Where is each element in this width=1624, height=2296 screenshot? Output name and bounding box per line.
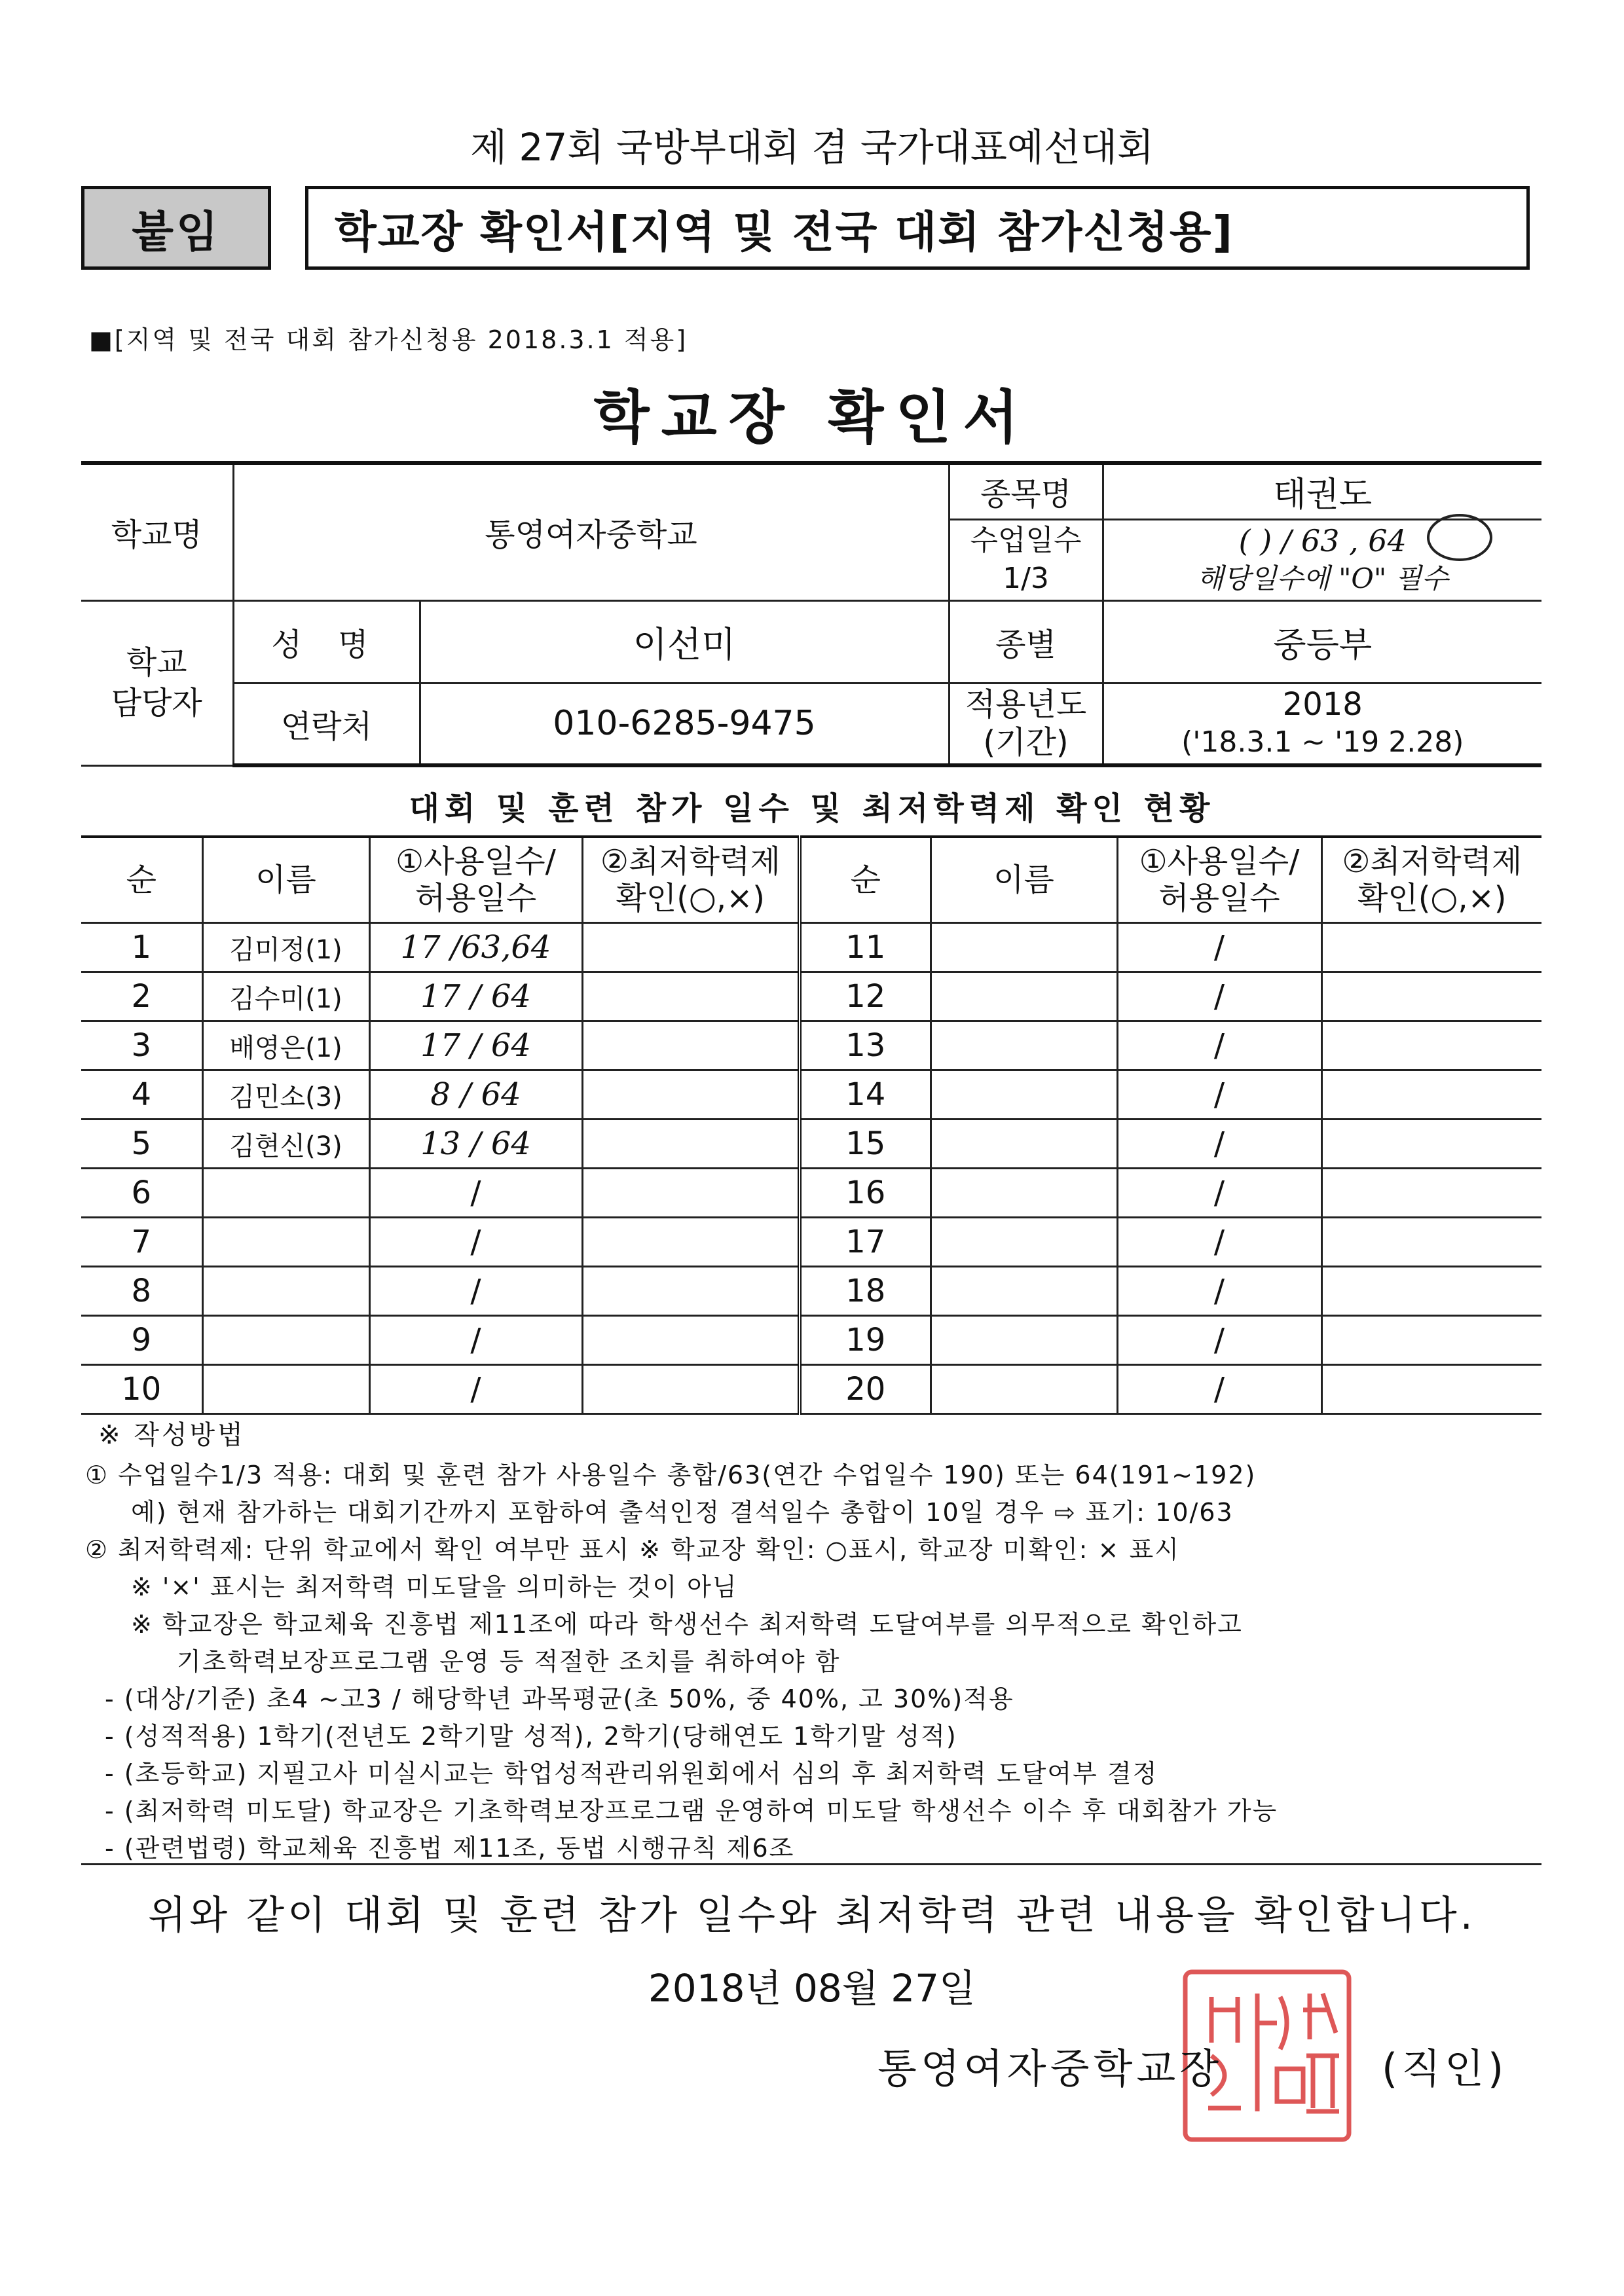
row-days: / bbox=[369, 1365, 582, 1414]
method-note-line: 예) 현재 참가하는 대회기간까지 포함하여 출석인정 결석일수 총합이 10일 경우 ⇨ 표기: 10/63 bbox=[131, 1498, 1234, 1527]
row-min-check bbox=[582, 1120, 800, 1169]
document-title: 학교장 확인서[지역 및 전국 대회 참가신청용] bbox=[335, 206, 1234, 257]
method-note-line: - (최저학력 미도달) 학교장은 기초학력보장프로그램 운영하여 미도달 학생선수 이수 후 대회참가 가능 bbox=[105, 1796, 1278, 1825]
name-value: 이선미 bbox=[420, 600, 949, 683]
row-min-check bbox=[582, 1365, 800, 1414]
circle-mark-icon bbox=[1424, 511, 1496, 564]
row-no: 10 bbox=[81, 1365, 202, 1414]
document-title-box bbox=[305, 186, 1530, 270]
row-no: 4 bbox=[81, 1070, 202, 1120]
event-label: 종목명 bbox=[949, 463, 1103, 519]
row-name bbox=[202, 1169, 369, 1218]
year-label-line1: 적용년도 bbox=[965, 686, 1087, 723]
section-divider bbox=[81, 1863, 1541, 1865]
row-min-check bbox=[582, 1267, 800, 1316]
row-no: 3 bbox=[81, 1021, 202, 1070]
school-label: 학교명 bbox=[81, 463, 233, 600]
table-row bbox=[81, 1120, 1541, 1169]
row-no-right: 16 bbox=[800, 1169, 931, 1218]
confirm-date: 2018년 08월 27일 bbox=[648, 1966, 976, 2011]
year-value-cell bbox=[1103, 683, 1541, 765]
row-days-right: / bbox=[1117, 1267, 1321, 1316]
row-name-right bbox=[931, 972, 1117, 1021]
row-days-right: / bbox=[1117, 1070, 1321, 1120]
row-no: 7 bbox=[81, 1218, 202, 1267]
row-days: 8 / 64 bbox=[369, 1070, 582, 1120]
row-name-right bbox=[931, 1120, 1117, 1169]
table-row bbox=[81, 1267, 1541, 1316]
days-value-text: ( ) / 63 , 64 bbox=[1238, 523, 1407, 558]
row-name bbox=[202, 1218, 369, 1267]
contact-label-line1: 학교 bbox=[126, 644, 187, 681]
year-period: ('18.3.1 ~ '19 2.28) bbox=[1181, 725, 1464, 759]
header-days-line1: ①사용일수/ bbox=[396, 843, 556, 880]
table-row bbox=[81, 1169, 1541, 1218]
row-min-check-right bbox=[1321, 1169, 1541, 1218]
row-days: 17 / 64 bbox=[369, 972, 582, 1021]
table-row bbox=[81, 923, 1541, 972]
school-value: 통영여자중학교 bbox=[233, 463, 949, 600]
days-note: 해당일수에 "O" 필수 bbox=[1196, 562, 1449, 594]
table-row bbox=[81, 1365, 1541, 1414]
application-subnote: ■[지역 및 전국 대회 참가신청용 2018.3.1 적용] bbox=[89, 325, 688, 354]
contact-label-line2: 담당자 bbox=[111, 685, 202, 721]
row-days: / bbox=[369, 1218, 582, 1267]
header-min-line2: 확인(○,×) bbox=[616, 880, 766, 917]
division-label: 종별 bbox=[949, 600, 1103, 683]
header-min-line1: ②최저학력제 bbox=[600, 843, 781, 880]
participation-table-body bbox=[81, 837, 1541, 1414]
header-name: 이름 bbox=[202, 837, 369, 923]
method-note-line: ① 수업일수1/3 적용: 대회 및 훈련 참가 사용일수 총합/63(연간 수업일수 190) 또는 64(191~192) bbox=[85, 1461, 1257, 1489]
days-label bbox=[949, 519, 1103, 600]
row-days-right: / bbox=[1117, 972, 1321, 1021]
header-days-line2: 허용일수 bbox=[415, 880, 537, 917]
row-name-right bbox=[931, 1365, 1117, 1414]
row-no: 6 bbox=[81, 1169, 202, 1218]
header-min-right-line2: 확인(○,×) bbox=[1357, 880, 1507, 917]
row-name bbox=[202, 1267, 369, 1316]
row-days-right: / bbox=[1117, 1365, 1321, 1414]
header-days-right-line1: ①사용일수/ bbox=[1139, 843, 1300, 880]
attachment-badge bbox=[81, 186, 271, 270]
row-days: 13 / 64 bbox=[369, 1120, 582, 1169]
table-header-row bbox=[81, 837, 1541, 923]
header-days-right bbox=[1117, 837, 1321, 923]
row-name bbox=[202, 1365, 369, 1414]
row-name-right bbox=[931, 1267, 1117, 1316]
row-min-check-right bbox=[1321, 972, 1541, 1021]
row-no-right: 12 bbox=[800, 972, 931, 1021]
seal-note: (직인) bbox=[1382, 2045, 1508, 2092]
confirm-sentence: 위와 같이 대회 및 훈련 참가 일수와 최저학력 관련 내용을 확인합니다. bbox=[148, 1893, 1476, 1939]
row-days: / bbox=[369, 1316, 582, 1365]
row-min-check bbox=[582, 1021, 800, 1070]
table-row bbox=[81, 1070, 1541, 1120]
row-no-right: 15 bbox=[800, 1120, 931, 1169]
header-min-right-line1: ②최저학력제 bbox=[1342, 843, 1522, 880]
event-value: 태권도 bbox=[1103, 463, 1541, 519]
row-min-check bbox=[582, 1218, 800, 1267]
row-days: 17 / 64 bbox=[369, 1021, 582, 1070]
method-note-line: ※ 학교장은 학교체육 진흥법 제11조에 따라 학생선수 최저학력 도달여부를 의무적으로 확인하고 bbox=[131, 1610, 1243, 1639]
row-no: 1 bbox=[81, 923, 202, 972]
phone-label: 연락처 bbox=[233, 683, 420, 765]
row-min-check-right bbox=[1321, 1316, 1541, 1365]
row-min-check bbox=[582, 972, 800, 1021]
row-min-check bbox=[582, 1316, 800, 1365]
header-days bbox=[369, 837, 582, 923]
row-min-check bbox=[582, 1070, 800, 1120]
row-name: 김미정(1) bbox=[202, 923, 369, 972]
year-value: 2018 bbox=[1282, 686, 1363, 723]
method-note-line: ※ '×' 표시는 최저학력 미도달을 의미하는 것이 아님 bbox=[131, 1573, 738, 1601]
method-note-line: - (대상/기준) 초4 ~고3 / 해당학년 과목평균(초 50%, 중 40%, 고 30%)적용 bbox=[105, 1685, 1014, 1713]
year-label-line2: (기간) bbox=[983, 724, 1069, 761]
header-no-right: 순 bbox=[800, 837, 931, 923]
row-name: 배영은(1) bbox=[202, 1021, 369, 1070]
days-value-cell bbox=[1103, 519, 1541, 600]
row-name: 김수미(1) bbox=[202, 972, 369, 1021]
main-heading: 학교장 확인서 bbox=[593, 384, 1031, 451]
row-name-right bbox=[931, 1021, 1117, 1070]
row-days-right: / bbox=[1117, 1120, 1321, 1169]
participation-table bbox=[81, 835, 1541, 1415]
method-note-line: 기초학력보장프로그램 운영 등 적절한 조치를 취하여야 함 bbox=[177, 1647, 841, 1676]
days-label-line2: 1/3 bbox=[1003, 562, 1049, 595]
principal-signature: 통영여자중학교장 bbox=[877, 2045, 1223, 2092]
header-days-right-line2: 허용일수 bbox=[1158, 880, 1280, 917]
row-no: 8 bbox=[81, 1267, 202, 1316]
row-no: 2 bbox=[81, 972, 202, 1021]
method-note-line: - (관련법령) 학교체육 진흥법 제11조, 동법 시행규칙 제6조 bbox=[105, 1834, 795, 1863]
row-min-check bbox=[582, 1169, 800, 1218]
row-min-check-right bbox=[1321, 1365, 1541, 1414]
row-min-check bbox=[582, 923, 800, 972]
row-days: / bbox=[369, 1169, 582, 1218]
attachment-label: 붙임 bbox=[132, 206, 221, 257]
header-name-right: 이름 bbox=[931, 837, 1117, 923]
table-row bbox=[81, 1316, 1541, 1365]
method-note-line: - (성적적용) 1학기(전년도 2학기말 성적), 2학기(당해연도 1학기말 성적) bbox=[105, 1722, 957, 1751]
row-days: / bbox=[369, 1267, 582, 1316]
row-days: 17 /63,64 bbox=[369, 923, 582, 972]
name-label: 성 명 bbox=[233, 600, 420, 683]
row-min-check-right bbox=[1321, 1267, 1541, 1316]
row-no-right: 13 bbox=[800, 1021, 931, 1070]
phone-value: 010-6285-9475 bbox=[420, 683, 949, 765]
header-min bbox=[582, 837, 800, 923]
row-no-right: 19 bbox=[800, 1316, 931, 1365]
row-min-check-right bbox=[1321, 1070, 1541, 1120]
days-value bbox=[1104, 522, 1542, 560]
row-name bbox=[202, 1316, 369, 1365]
row-no-right: 18 bbox=[800, 1267, 931, 1316]
method-note-line: - (초등학교) 지필고사 미실시교는 학업성적관리위원회에서 심의 후 최저학력 도달여부 결정 bbox=[105, 1759, 1158, 1788]
year-label bbox=[949, 683, 1103, 765]
row-name-right bbox=[931, 1169, 1117, 1218]
row-name-right bbox=[931, 1070, 1117, 1120]
method-note-line: ② 최저학력제: 단위 학교에서 확인 여부만 표시 ※ 학교장 확인: ○표시, 학교장 미확인: × 표시 bbox=[85, 1535, 1180, 1564]
row-days-right: / bbox=[1117, 1316, 1321, 1365]
row-min-check-right bbox=[1321, 1218, 1541, 1267]
row-name: 김현신(3) bbox=[202, 1120, 369, 1169]
info-table bbox=[81, 461, 1541, 767]
row-name-right bbox=[931, 1218, 1117, 1267]
row-no: 5 bbox=[81, 1120, 202, 1169]
row-days-right: / bbox=[1117, 1169, 1321, 1218]
division-value: 중등부 bbox=[1103, 600, 1541, 683]
method-title: ※ 작성방법 bbox=[98, 1420, 246, 1450]
row-no-right: 20 bbox=[800, 1365, 931, 1414]
header-no: 순 bbox=[81, 837, 202, 923]
row-min-check-right bbox=[1321, 923, 1541, 972]
row-min-check-right bbox=[1321, 1120, 1541, 1169]
row-no-right: 17 bbox=[800, 1218, 931, 1267]
row-days-right: / bbox=[1117, 1021, 1321, 1070]
top-title: 제 27회 국방부대회 겸 국가대표예선대회 bbox=[470, 125, 1154, 170]
row-days-right: / bbox=[1117, 1218, 1321, 1267]
table-row bbox=[81, 1218, 1541, 1267]
days-label-line1: 수업일수 bbox=[970, 524, 1082, 557]
row-name-right bbox=[931, 923, 1117, 972]
table-row bbox=[81, 1021, 1541, 1070]
row-no: 9 bbox=[81, 1316, 202, 1365]
contact-label bbox=[81, 600, 233, 765]
row-no-right: 14 bbox=[800, 1070, 931, 1120]
status-heading: 대회 및 훈련 참가 일수 및 최저학력제 확인 현황 bbox=[409, 790, 1215, 827]
table-row bbox=[81, 972, 1541, 1021]
row-days-right: / bbox=[1117, 923, 1321, 972]
row-min-check-right bbox=[1321, 1021, 1541, 1070]
row-name: 김민소(3) bbox=[202, 1070, 369, 1120]
row-name-right bbox=[931, 1316, 1117, 1365]
row-no-right: 11 bbox=[800, 923, 931, 972]
header-min-right bbox=[1321, 837, 1541, 923]
